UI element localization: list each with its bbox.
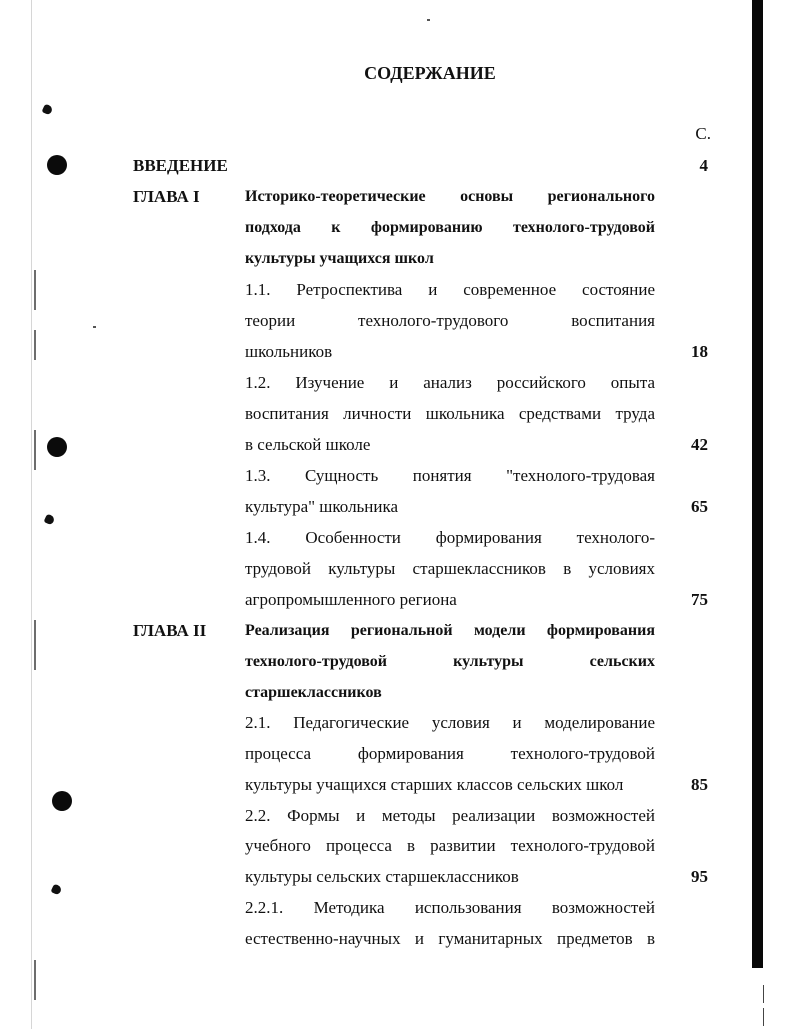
toc-chapter-1-line: [0, 243, 799, 274]
chapter-title-line: технолого-трудовой культуры сельских: [245, 653, 655, 670]
section-text-line: культура" школьника: [245, 497, 399, 516]
toc-section-line: [0, 491, 799, 522]
toc-section-line: [0, 861, 799, 892]
section-text-line: школьников: [245, 342, 333, 361]
scan-speck: [42, 104, 54, 116]
section-text-line: 1.1. Ретроспектива и современное состояние: [245, 280, 655, 299]
toc-chapter-1-line: [0, 181, 799, 212]
toc-section-line: [0, 274, 799, 305]
toc-section-line: [0, 398, 799, 429]
section-text-line: теории технолого-трудового воспитания: [245, 311, 655, 330]
toc-section-line: [0, 800, 799, 831]
section-text-line: 2.2. Формы и методы реализации возможностей: [245, 806, 655, 825]
toc-section-line: [0, 553, 799, 584]
toc-chapter-2-line: [0, 646, 799, 677]
section-text-line: культуры учащихся старших классов сельских школ: [245, 775, 624, 794]
toc-section-line: [0, 367, 799, 398]
toc-section-line: [0, 707, 799, 738]
toc-section-line: [0, 830, 799, 861]
chapter-title-line: Реализация региональной модели формирования: [245, 622, 655, 639]
page-number: 95: [691, 867, 708, 886]
toc-section-line: [0, 336, 799, 367]
scan-dot: [427, 19, 430, 21]
toc-section-line: [0, 460, 799, 491]
chapter-title-line: Историко-теоретические основы регионального: [245, 188, 655, 205]
document-title: СОДЕРЖАНИЕ: [364, 63, 496, 83]
toc-section-line: [0, 429, 799, 460]
binding-mark: [763, 985, 764, 1003]
section-text-line: агропромышленного региона: [245, 590, 457, 609]
section-text-line: учебного процесса в развитии технолого-трудовой: [245, 836, 655, 855]
page-column-header: С.: [695, 124, 711, 143]
scan-edge-mark: [34, 960, 36, 1000]
toc-section-line: [0, 305, 799, 336]
page-number: 42: [691, 435, 708, 454]
section-text-line: 1.2. Изучение и анализ российского опыта: [245, 373, 655, 392]
page-number: 75: [691, 590, 708, 609]
toc-chapter-2-line: [0, 677, 799, 708]
section-text-line: естественно-научных и гуманитарных предметов в: [245, 929, 655, 948]
section-text-line: 2.1. Педагогические условия и моделирование: [245, 713, 655, 732]
toc-section-line: [0, 769, 799, 800]
toc-section-line: [0, 923, 799, 954]
chapter-1-label: ГЛАВА I: [133, 187, 200, 206]
page-number: 18: [691, 342, 708, 361]
toc-chapter-1-line: [0, 212, 799, 243]
toc-section-line: [0, 738, 799, 769]
section-text-line: процесса формирования технолого-трудовой: [245, 744, 655, 763]
introduction-label: ВВЕДЕНИЕ: [133, 156, 228, 175]
page-number: 85: [691, 775, 708, 794]
toc-section-line: [0, 892, 799, 923]
binding-mark: [763, 1008, 764, 1026]
toc-chapter-2-line: [0, 615, 799, 646]
page-number: 65: [691, 497, 708, 516]
chapter-title-line: подхода к формированию технолого-трудовой: [245, 219, 655, 236]
toc-entry-introduction: [0, 150, 799, 181]
section-text-line: в сельской школе: [245, 435, 371, 454]
chapter-2-label: ГЛАВА II: [133, 621, 207, 640]
section-text-line: воспитания личности школьника средствами труда: [245, 404, 655, 423]
chapter-title-line: старшеклассников: [245, 684, 382, 701]
section-text-line: культуры сельских старшеклассников: [245, 867, 519, 886]
section-text-line: 1.3. Сущность понятия "технолого-трудовая: [245, 466, 655, 485]
section-text-line: трудовой культуры старшеклассников в условиях: [245, 559, 655, 578]
page-number: 4: [699, 156, 708, 175]
section-text-line: 1.4. Особенности формирования технолого-: [245, 528, 655, 547]
toc-section-line: [0, 522, 799, 553]
chapter-title-line: культуры учащихся школ: [245, 250, 434, 267]
section-text-line: 2.2.1. Методика использования возможностей: [245, 898, 655, 917]
toc-section-line: [0, 584, 799, 615]
